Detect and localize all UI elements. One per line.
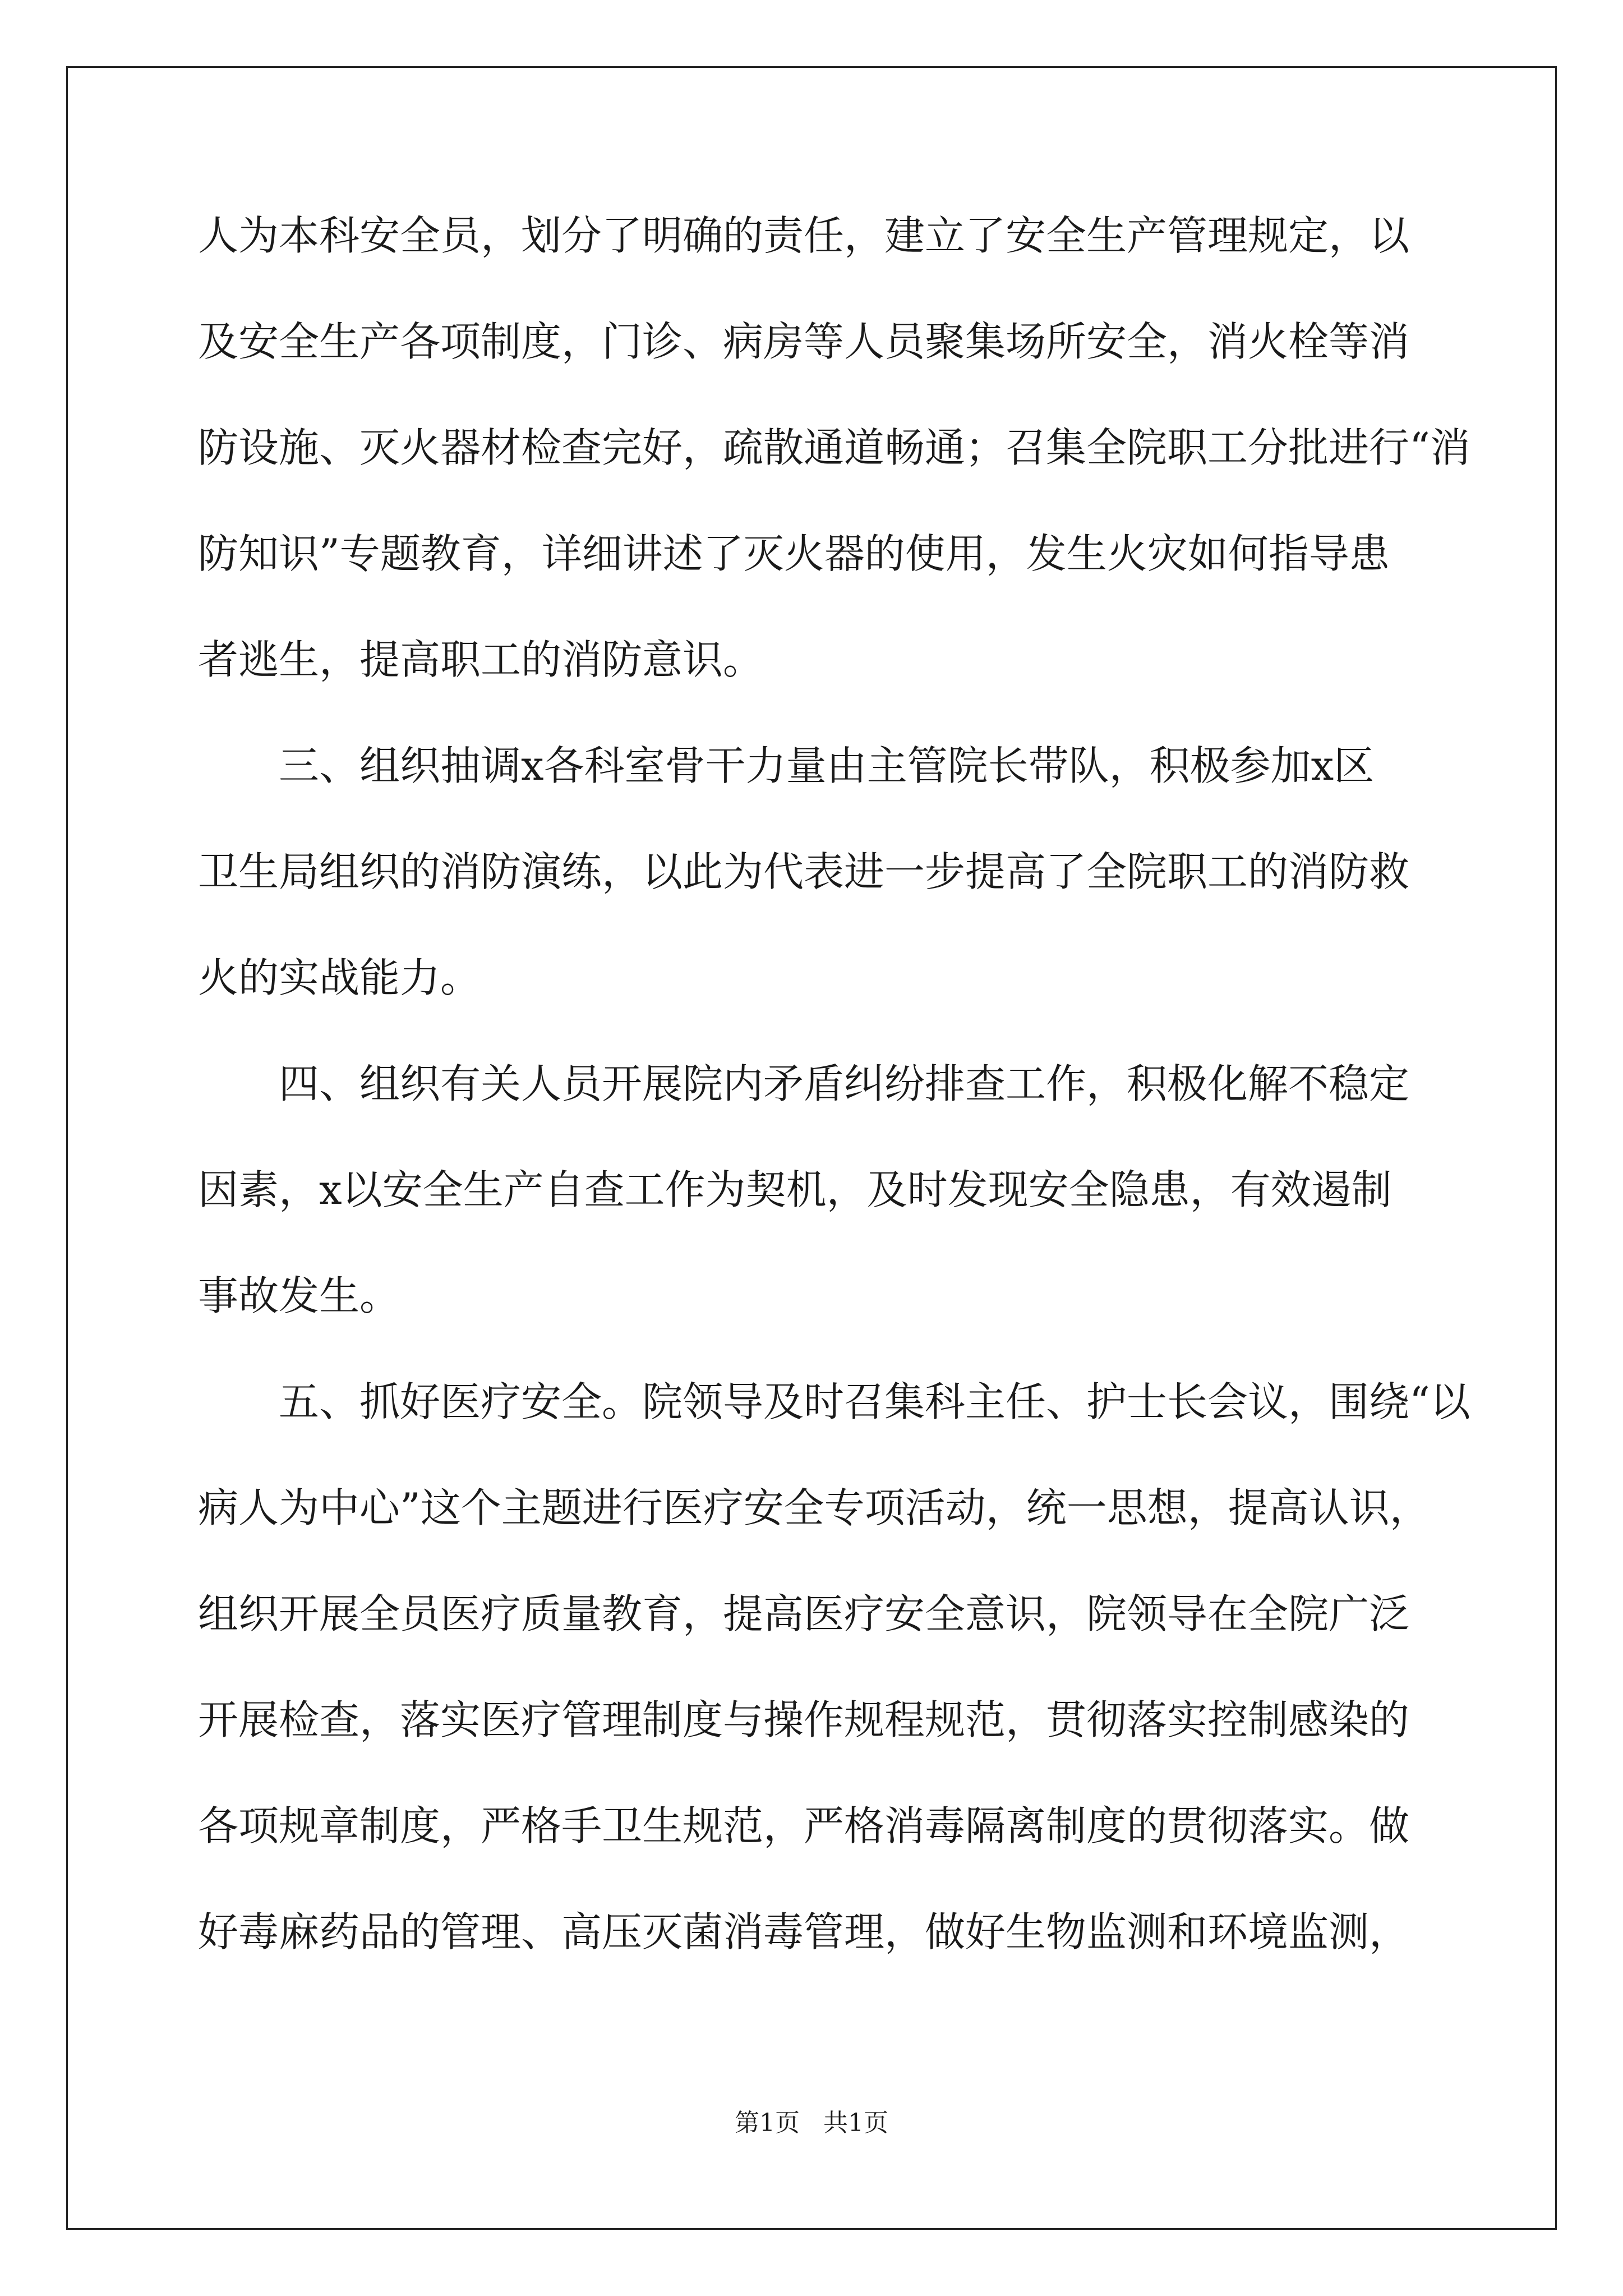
text-line: 人为本科安全员，划分了明确的责任，建立了安全生产管理规定，以 [198,212,1410,259]
paragraph-5-start: 五、抓好医疗安全。院领导及时召集科主任、护士长会议，围绕“以 [198,1378,1470,1425]
text-line: 组织开展全员医疗质量教育，提高医疗安全意识，院领导在全院广泛 [198,1590,1410,1637]
text-line: 火的实战能力。 [198,954,481,1001]
page-footer: 第1页 共1页 [735,2109,888,2137]
text-line: 好毒麻药品的管理、高压灭菌消毒管理，做好生物监测和环境监测， [198,1908,1410,1955]
text-line: 开展检查，落实医疗管理制度与操作规程规范，贯彻落实控制感染的 [198,1696,1410,1743]
text-line: 事故发生。 [198,1272,400,1319]
text-line: 各项规章制度，严格手卫生规范，严格消毒隔离制度的贯彻落实。做 [198,1802,1410,1849]
text-line: 防设施、灭火器材检查完好，疏散通道畅通；召集全院职工分批进行“消 [198,424,1470,471]
text-line: 防知识”专题教育，详细讲述了灭火器的使用，发生火灾如何指导患 [198,530,1390,577]
text-line: 者逃生，提高职工的消防意识。 [198,636,764,683]
text-line: 及安全生产各项制度，门诊、病房等人员聚集场所安全，消火栓等消 [198,318,1410,365]
paragraph-4-start: 四、组织有关人员开展院内矛盾纠纷排查工作，积极化解不稳定 [198,1060,1410,1107]
text-line: 病人为中心”这个主题进行医疗安全专项活动，统一思想，提高认识， [198,1484,1430,1531]
text-line: 卫生局组织的消防演练，以此为代表进一步提高了全院职工的消防救 [198,848,1410,895]
paragraph-3-start: 三、组织抽调x各科室骨干力量由主管院长带队，积极参加x区 [198,742,1375,789]
text-line: 因素，x以安全生产自查工作为契机，及时发现安全隐患，有效遏制 [198,1166,1392,1213]
